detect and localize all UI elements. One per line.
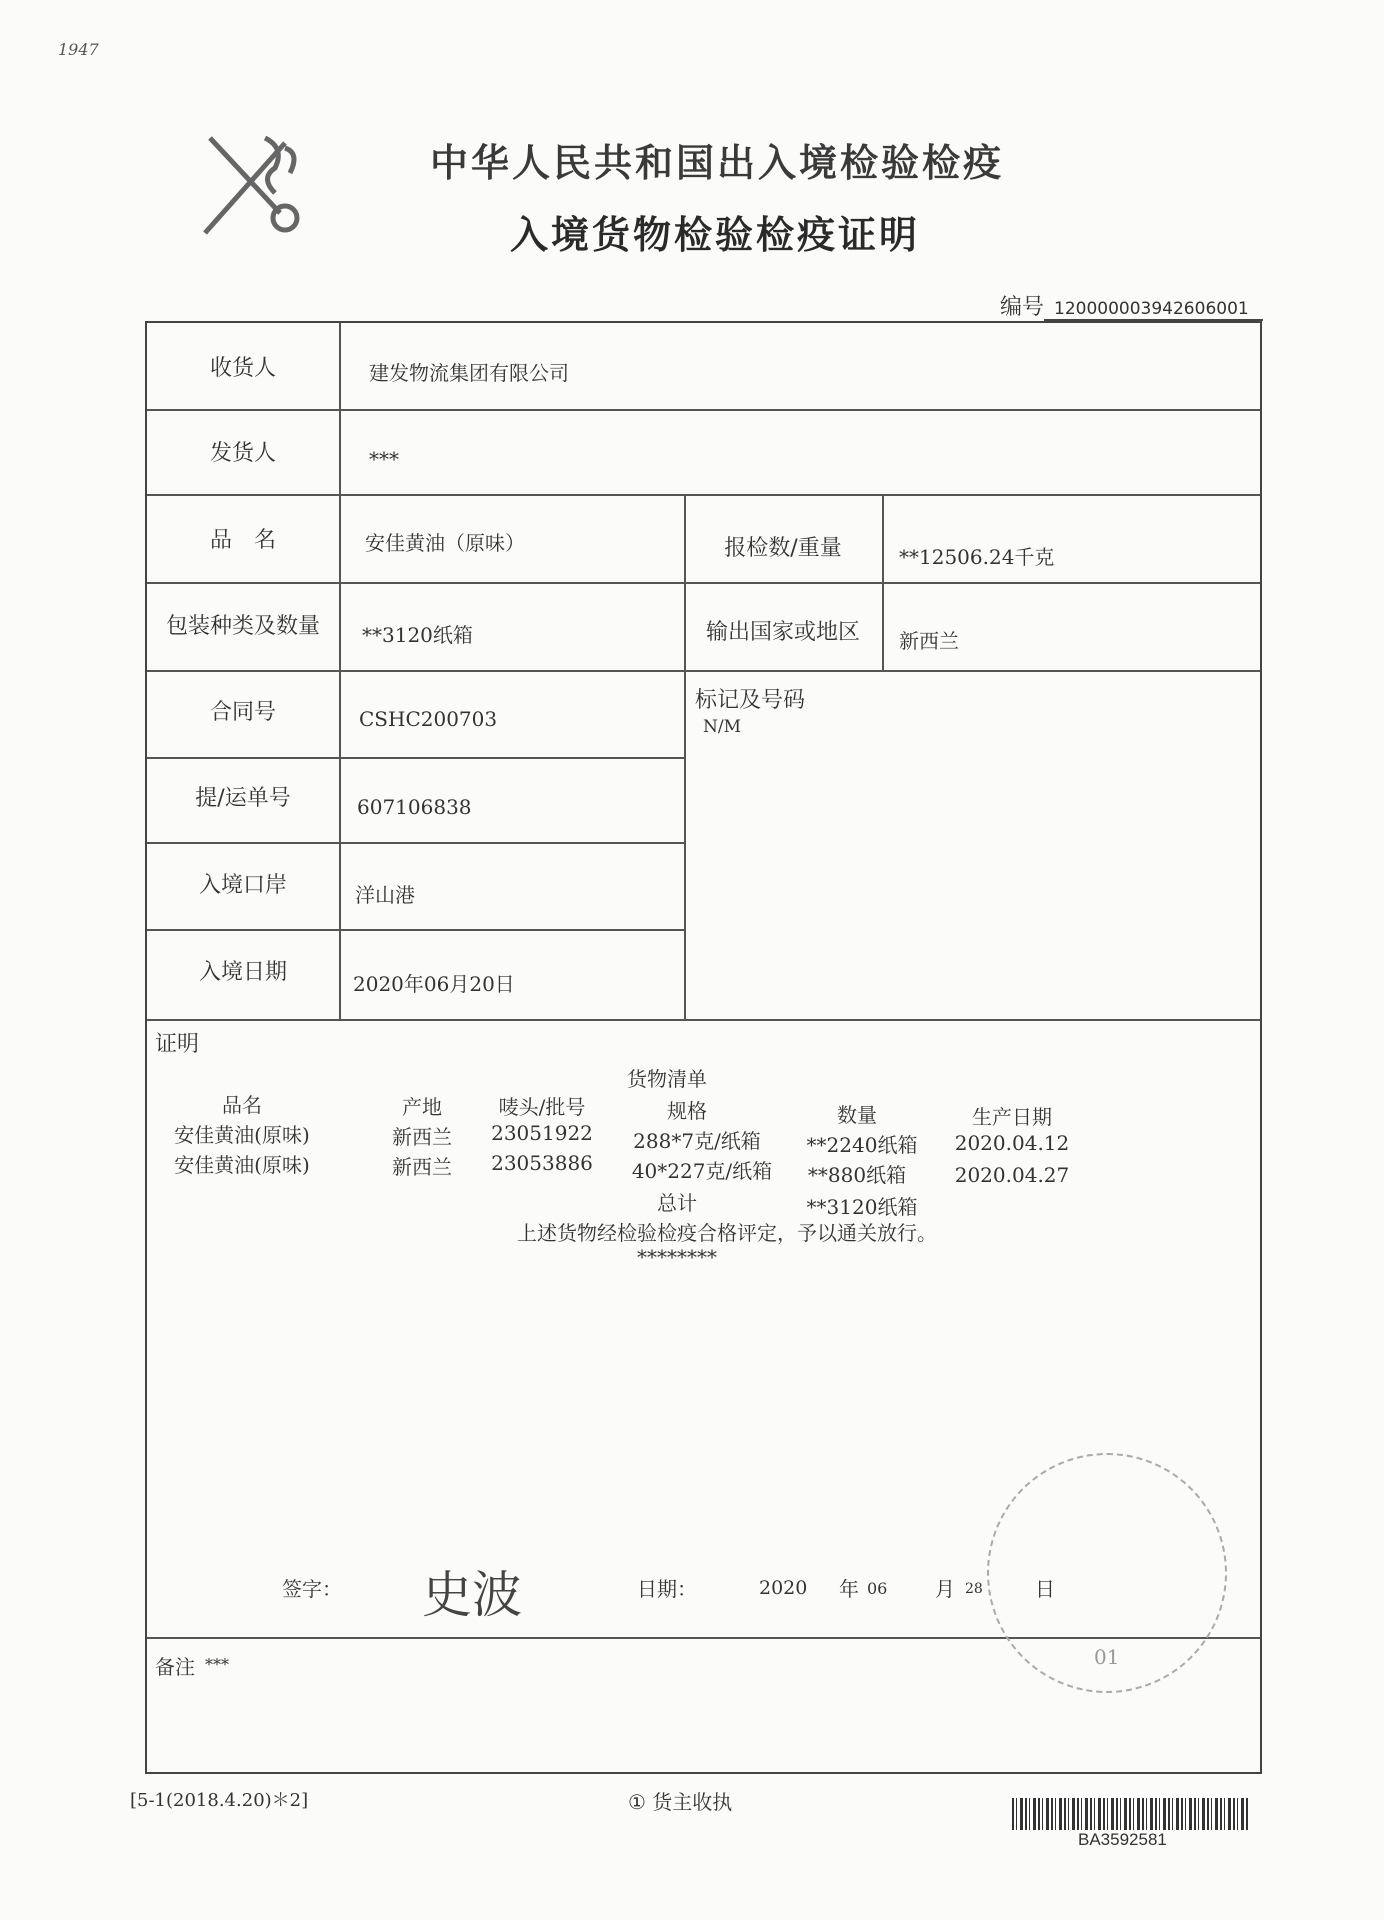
cell-origin: 新西兰: [392, 1125, 452, 1149]
cell-product: 安佳黄油(原味): [174, 1123, 310, 1147]
day-unit: 日: [1035, 1577, 1055, 1601]
weight-label: 报检数/重量: [724, 536, 842, 561]
cell-production-date: 2020.04.12: [954, 1131, 1070, 1155]
packing-label: 包装种类及数量: [165, 614, 320, 639]
marks-value: N/M: [703, 717, 742, 737]
origin-value: 新西兰: [899, 629, 959, 653]
bl-value: 607106838: [357, 795, 472, 819]
customs-emblem-icon: [195, 128, 315, 238]
handwritten-note: 1947: [58, 40, 99, 59]
consignee-label: 收货人: [209, 356, 276, 381]
month-unit: 月: [935, 1577, 955, 1601]
inspection-statement: 上述货物经检验检疫合格评定，予以通关放行。: [517, 1221, 937, 1245]
header-quantity: 数量: [837, 1103, 877, 1127]
cell-production-date: 2020.04.27: [954, 1163, 1070, 1187]
cell-quantity: **880纸箱: [807, 1163, 907, 1187]
cell-lot: 23053886: [491, 1151, 593, 1175]
product-label: 品 名: [209, 528, 276, 553]
cell-origin: 新西兰: [392, 1155, 452, 1179]
marks-label: 标记及号码: [695, 688, 806, 713]
product-value: 安佳黄油（原味）: [365, 531, 525, 555]
signature-label: 签字：: [282, 1577, 342, 1601]
form-code: [5-1(2018.4.20)＊2]: [130, 1790, 309, 1811]
copy-label: ① 货主收执: [628, 1790, 733, 1814]
consignor-value: ***: [369, 447, 399, 471]
cell-spec: 40*227克/纸箱: [631, 1159, 773, 1183]
certificate-table: [145, 321, 1262, 1774]
header-product: 品名: [222, 1093, 262, 1117]
remarks-value: ***: [205, 1655, 229, 1674]
contract-label: 合同号: [209, 700, 276, 725]
cell-quantity: **2240纸箱: [806, 1133, 918, 1157]
consignor-label: 发货人: [209, 441, 276, 466]
sign-year: 2020: [759, 1577, 808, 1599]
cell-lot: 23051922: [491, 1121, 593, 1145]
cell-spec: 288*7克/纸箱: [633, 1129, 761, 1153]
stamp-number: 01: [1094, 1645, 1120, 1669]
barcode-number: BA3592581: [1078, 1830, 1167, 1849]
year-unit: 年: [839, 1577, 859, 1601]
remarks-label: 备注: [155, 1655, 195, 1679]
port-value: 洋山港: [355, 883, 415, 907]
consignee-value: 建发物流集团有限公司: [369, 361, 569, 385]
certificate-label: 证明: [155, 1032, 200, 1057]
header-origin: 产地: [402, 1095, 442, 1119]
packing-value: **3120纸箱: [362, 623, 473, 647]
cell-product: 安佳黄油(原味): [174, 1153, 310, 1177]
header-spec: 规格: [667, 1099, 707, 1123]
barcode: [1012, 1798, 1248, 1830]
document-title: 中华人民共和国出入境检验检疫: [430, 141, 1005, 185]
signature: 史波: [422, 1566, 522, 1624]
header-production-date: 生产日期: [972, 1105, 1052, 1129]
weight-value: **12506.24千克: [899, 545, 1055, 569]
origin-label: 输出国家或地区: [705, 620, 860, 645]
total-label: 总计: [657, 1191, 697, 1215]
stars: ********: [637, 1245, 717, 1269]
serial-number: [1000, 290, 1263, 321]
total-value: **3120纸箱: [806, 1195, 918, 1219]
header-lot: 唛头/批号: [498, 1095, 586, 1119]
sign-day: 28: [965, 1581, 983, 1597]
document-subtitle: 入境货物检验检疫证明: [510, 213, 921, 257]
goods-list-title: 货物清单: [627, 1067, 707, 1091]
official-stamp: [987, 1453, 1227, 1693]
contract-value: CSHC200703: [359, 707, 498, 731]
port-label: 入境口岸: [198, 873, 287, 898]
entry-date-label: 入境日期: [198, 960, 287, 985]
serial-label: 编号: [1000, 295, 1045, 320]
bl-label: 提/运单号: [195, 786, 291, 811]
sign-date-label: 日期：: [637, 1577, 697, 1601]
serial-value: 120000003942606001: [1044, 299, 1263, 321]
sign-month: 06: [867, 1579, 888, 1598]
entry-date-value: 2020年06月20日: [353, 972, 515, 996]
